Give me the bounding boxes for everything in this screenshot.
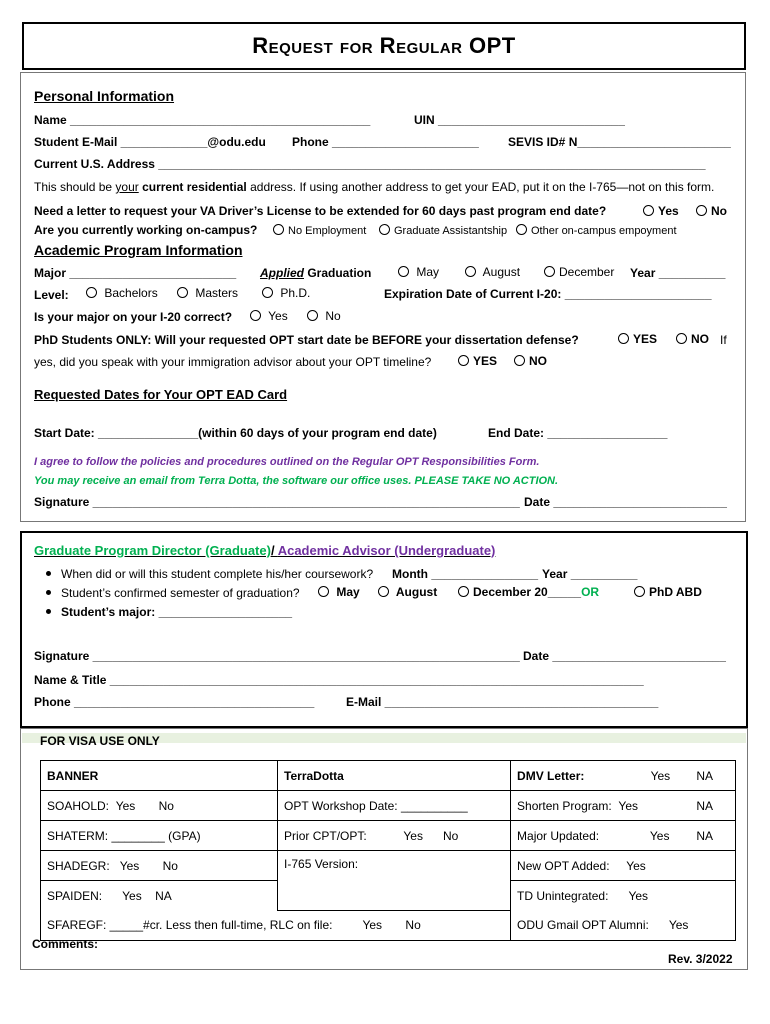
visa-heading: FOR VISA USE ONLY <box>40 734 160 748</box>
phd-followup: yes, did you speak with your immigration advisor about your OPT timeline? <box>34 355 432 369</box>
radio-icon <box>514 355 525 366</box>
advisor-date-field[interactable]: Date __________________________ <box>523 649 726 663</box>
start-date-field[interactable]: Start Date: _______________(within 60 days of your program end date) <box>34 426 437 440</box>
sevis-field[interactable]: SEVIS ID# N_______________________ <box>508 135 731 149</box>
i765-cell: I-765 Version: <box>278 851 511 911</box>
i20-question: Is your major on your I-20 correct? <box>34 310 233 324</box>
campus-no-employment[interactable]: No Employment <box>273 224 366 237</box>
level-masters[interactable]: Masters <box>177 286 238 300</box>
sfaregf-cell: SFAREGF: _____#cr. Less then full-time, RLC on file: Yes No <box>41 910 511 940</box>
radio-icon <box>379 224 390 235</box>
radio-icon <box>398 266 409 277</box>
shorten-cell: Shorten Program: Yes NA <box>511 791 736 821</box>
dates-heading: Requested Dates for Your OPT EAD Card <box>34 387 288 402</box>
radio-icon <box>458 355 469 366</box>
grad-august-option[interactable]: August <box>465 265 520 279</box>
table-row <box>41 821 736 851</box>
col-banner: BANNER <box>41 761 278 791</box>
phd-followup-no[interactable]: NO <box>514 354 547 368</box>
radio-icon <box>318 586 329 597</box>
level-phd[interactable]: Ph.D. <box>262 286 310 300</box>
phd-yes-option[interactable]: YES <box>618 332 657 346</box>
phone-field[interactable]: Phone ______________________ <box>292 135 479 149</box>
phd-question: PhD Students ONLY: Will your requested OPT start date be BEFORE your dissertation defense? <box>34 333 579 347</box>
coursework-month-field[interactable]: Month ________________ <box>392 567 539 581</box>
radio-icon <box>516 224 527 235</box>
table-row <box>41 851 736 881</box>
coursework-question: When did or will this student complete his/her coursework? <box>46 567 373 581</box>
personal-heading: Personal Information <box>34 88 175 104</box>
va-yes-option[interactable]: Yes <box>643 204 679 218</box>
radio-icon <box>634 586 645 597</box>
radio-icon <box>618 333 629 344</box>
name-field[interactable]: Name _____________________________________________ <box>34 113 371 127</box>
table-row <box>41 910 736 940</box>
table-row <box>41 791 736 821</box>
radio-icon <box>696 205 707 216</box>
agree-statement: I agree to follow the policies and procedures outlined on the Regular OPT Responsibilities Form. <box>34 456 540 468</box>
workshop-cell: OPT Workshop Date: __________ <box>278 791 511 821</box>
adv-may-option[interactable]: May <box>318 585 360 599</box>
va-no-option[interactable]: No <box>696 204 727 218</box>
advisor-signature-field[interactable]: Signature ________________________________________________________________ <box>34 649 520 663</box>
grad-may-option[interactable]: May <box>398 265 439 279</box>
radio-icon <box>250 310 261 321</box>
graduation-question: Student’s confirmed semester of graduation? <box>46 586 300 600</box>
title-box <box>22 22 746 70</box>
shadegr-cell: SHADEGR: Yes No <box>41 851 278 881</box>
radio-icon <box>86 287 97 298</box>
advisor-heading: Graduate Program Director (Graduate)/ Academic Advisor (Undergraduate) <box>34 543 496 558</box>
comments-label: Comments: <box>32 937 99 951</box>
grad-december-option[interactable]: December <box>544 265 614 279</box>
student-signature-field[interactable]: Signature ________________________________________________________________ <box>34 495 520 509</box>
major-updated-cell: Major Updated: Yes NA <box>511 821 736 851</box>
adv-phd-abd-option[interactable]: PhD ABD <box>634 585 702 599</box>
year-field[interactable]: Year __________ <box>630 266 726 280</box>
i20-expiration-field[interactable]: Expiration Date of Current I-20: ______________________ <box>384 287 712 301</box>
level-label: Level: <box>34 288 69 302</box>
end-date-field[interactable]: End Date: __________________ <box>488 426 668 440</box>
radio-icon <box>643 205 654 216</box>
radio-icon <box>465 266 476 277</box>
radio-icon <box>177 287 188 298</box>
i20-yes-option[interactable]: Yes <box>250 309 288 323</box>
student-major-field[interactable]: Student’s major: ____________________ <box>46 605 292 619</box>
adv-december-option[interactable]: December 20_____OR <box>458 585 599 599</box>
coursework-year-field[interactable]: Year __________ <box>542 567 638 581</box>
campus-ga[interactable]: Graduate Assistantship <box>379 224 507 237</box>
uin-field[interactable]: UIN ____________________________ <box>414 113 625 127</box>
graduation-label: Applied Graduation <box>260 266 372 280</box>
col-terradotta: TerraDotta <box>278 761 511 791</box>
advisor-email-field[interactable]: E-Mail _________________________________________ <box>346 695 659 709</box>
campus-question: Are you currently working on-campus? <box>34 223 258 237</box>
major-field[interactable]: Major _________________________ <box>34 266 237 280</box>
address-field[interactable]: Current U.S. Address __________________________________________________________________________________ <box>34 157 706 171</box>
email-notice: You may receive an email from Terra Dotta, the software our office uses. PLEASE TAKE NO ACTION. <box>34 475 559 487</box>
radio-icon <box>273 224 284 235</box>
bullet-icon <box>46 571 51 576</box>
email-field[interactable]: Student E-Mail _____________@odu.edu <box>34 135 266 149</box>
radio-icon <box>307 310 318 321</box>
advisor-phone-field[interactable]: Phone ____________________________________ <box>34 695 315 709</box>
bullet-icon <box>46 609 51 614</box>
i20-no-option[interactable]: No <box>307 309 341 323</box>
campus-other[interactable]: Other on-campus empoyment <box>516 224 677 237</box>
bullet-icon <box>46 590 51 595</box>
soahold-cell: SOAHOLD: Yes No <box>41 791 278 821</box>
adv-august-option[interactable]: August <box>378 585 437 599</box>
level-bachelors[interactable]: Bachelors <box>86 286 158 300</box>
radio-icon <box>458 586 469 597</box>
spaiden-cell: SPAIDEN: Yes NA <box>41 881 278 911</box>
radio-icon <box>676 333 687 344</box>
odu-gmail-cell: ODU Gmail OPT Alumni: Yes <box>511 910 736 940</box>
prior-cpt-cell: Prior CPT/OPT: Yes No <box>278 821 511 851</box>
phd-no-option[interactable]: NO <box>676 332 709 346</box>
new-opt-cell: New OPT Added: Yes <box>511 851 736 881</box>
va-question: Need a letter to request your VA Driver’s License to be extended for 60 days past program end date? <box>34 204 607 218</box>
advisor-name-title-field[interactable]: Name & Title ________________________________________________________________________________ <box>34 673 644 687</box>
academic-heading: Academic Program Information <box>34 242 243 258</box>
shaterm-cell: SHATERM: ________ (GPA) <box>41 821 278 851</box>
radio-icon <box>378 586 389 597</box>
student-date-field[interactable]: Date __________________________ <box>524 495 727 509</box>
td-unintegrated-cell: TD Unintegrated: Yes <box>511 881 736 911</box>
dmv-letter-cell: DMV Letter: Yes NA <box>511 761 736 791</box>
phd-followup-yes[interactable]: YES <box>458 354 497 368</box>
radio-icon <box>544 266 555 277</box>
revision-label: Rev. 3/2022 <box>668 952 733 966</box>
address-note: This should be your current residential address. If using another address to get your EAD, put it on the I-765—not on this form. <box>34 180 715 194</box>
table-row <box>41 761 736 791</box>
visa-table <box>40 760 736 941</box>
radio-icon <box>262 287 273 298</box>
page-title: Request for Regular OPT <box>252 33 516 58</box>
phd-if-text: If <box>720 333 727 347</box>
